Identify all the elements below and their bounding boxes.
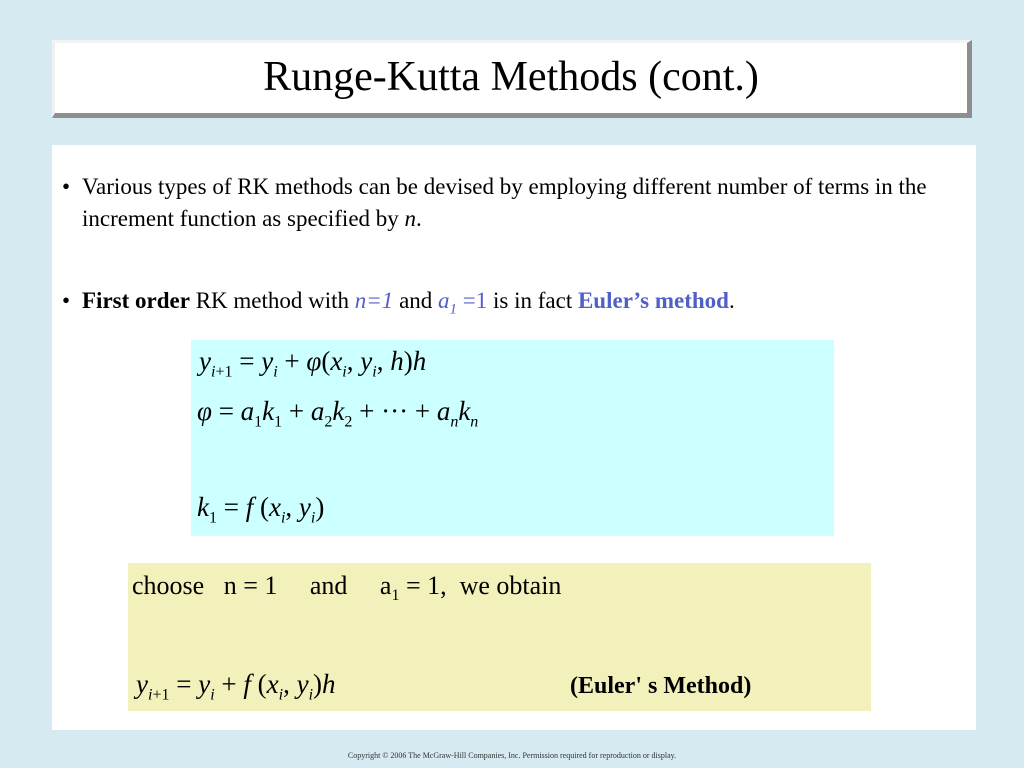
bullet-marker: • [62, 174, 71, 199]
copyright-notice: Copyright © 2006 The McGraw-Hill Companies, Inc. Permission required for reproduction or display. [347, 751, 677, 760]
eq-choose: choose n = 1 and $a_1 = 1$, we obtain [132, 571, 562, 605]
content-area [52, 145, 976, 730]
a1-equals-one: $a_1 =1$ [438, 288, 488, 318]
euler-method-tag: (Euler' s Method) [570, 673, 752, 699]
eq-k1: $k_1 = f$ ($x_i$, $y_i$) [197, 492, 325, 527]
var-n: n [404, 206, 417, 231]
euler-box [128, 563, 871, 711]
euler-method-label: Euler’s method [577, 288, 729, 313]
eq-phi: $\varphi = a_1k_1 + a_2k_2$ + ··· + $a_nk_n$ [197, 396, 479, 431]
slide-title: Runge-Kutta Methods (cont.) [263, 54, 759, 100]
title-bar [52, 40, 972, 118]
eq-y-next: $y_{i+1} = y_i + \varphi(x_i$, $y_i$, h)h [199, 346, 427, 381]
bullet-marker: • [62, 288, 71, 313]
bullet-first-order [62, 285, 962, 326]
rk-equations-box [191, 340, 834, 536]
first-order-label: First order [82, 288, 190, 313]
n-equals-one: n=1 [354, 288, 394, 313]
bullet-text: First order RK method with n=1 and $a_1 =1$ is in fact Euler’s method. [82, 288, 735, 318]
bullet-various-types [62, 171, 962, 235]
bullet-text: Various types of RK methods can be devised by employing different number of terms in the increment function as specified by n. [82, 174, 927, 231]
eq-euler: $y_{i+1} = y_i + f$ ($x_i$, $y_i)h$ [136, 669, 336, 704]
